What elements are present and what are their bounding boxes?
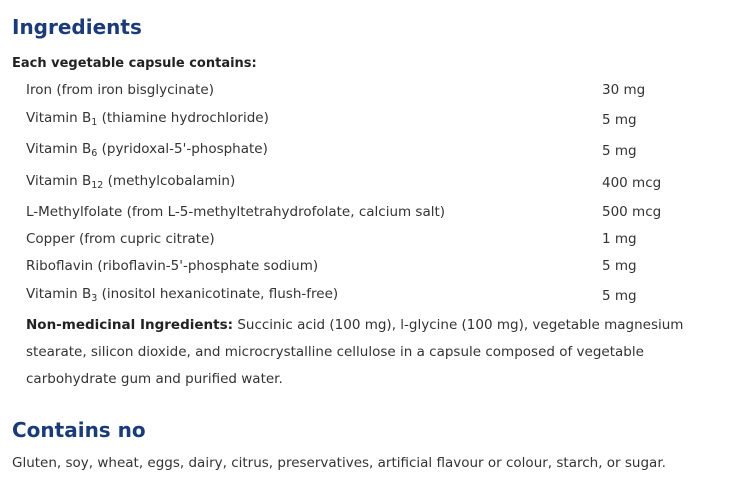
ingredient-amount: 5 mg — [602, 143, 637, 159]
capsule-contents-subheading: Each vegetable capsule contains: — [12, 56, 257, 71]
ingredient-amount: 30 mg — [602, 82, 646, 98]
ingredient-row — [0, 231, 735, 251]
ingredient-amount: 1 mg — [602, 231, 637, 247]
ingredient-row — [0, 110, 735, 130]
ingredient-name: Copper (from cupric citrate) — [26, 231, 215, 247]
ingredient-name: L-Methylfolate (from L-5-methyltetrahydrofolate, calcium salt) — [26, 204, 446, 220]
ingredient-name: Riboflavin (riboflavin-5'-phosphate sodium) — [26, 258, 319, 274]
ingredient-name: Vitamin $B_3$ (inositol hexanicotinate, flush-free) — [26, 286, 339, 304]
non-medicinal-label: Non-medicinal Ingredients: — [26, 317, 234, 333]
ingredient-amount: 400 mcg — [602, 175, 662, 191]
ingredients-heading: Ingredients — [12, 15, 142, 39]
ingredient-amount: 500 mcg — [602, 204, 662, 220]
ingredient-amount: 5 mg — [602, 112, 637, 128]
ingredient-row — [0, 173, 735, 193]
ingredient-name: Iron (from iron bisglycinate) — [26, 82, 214, 98]
non-medicinal-ingredients — [26, 312, 726, 393]
ingredient-name: Vitamin $B_1$ (thiamine hydrochloride) — [26, 110, 269, 128]
ingredient-row — [0, 204, 735, 224]
ingredient-name: Vitamin $B_6$ (pyridoxal-5'-phosphate) — [26, 141, 268, 159]
contains-no-heading: Contains no — [12, 418, 146, 442]
ingredient-name: Vitamin $B_{12}$ (methylcobalamin) — [26, 173, 236, 191]
contains-no-text: Gluten, soy, wheat, eggs, dairy, citrus, preservatives, artificial flavour or colour, starch, or sugar. — [12, 455, 666, 471]
ingredient-row — [0, 82, 735, 102]
ingredient-row — [0, 258, 735, 278]
non-medicinal-text: Succinic acid (100 mg), l-glycine (100 mg), vegetable magnesium stearate, silicon dioxide, and microcrystalline cellulose in a capsule composed of vegetable carbohydrate gum and purified water. — [26, 317, 684, 387]
ingredient-row — [0, 286, 735, 306]
ingredient-row — [0, 141, 735, 161]
ingredient-amount: 5 mg — [602, 258, 637, 274]
ingredient-amount: 5 mg — [602, 288, 637, 304]
